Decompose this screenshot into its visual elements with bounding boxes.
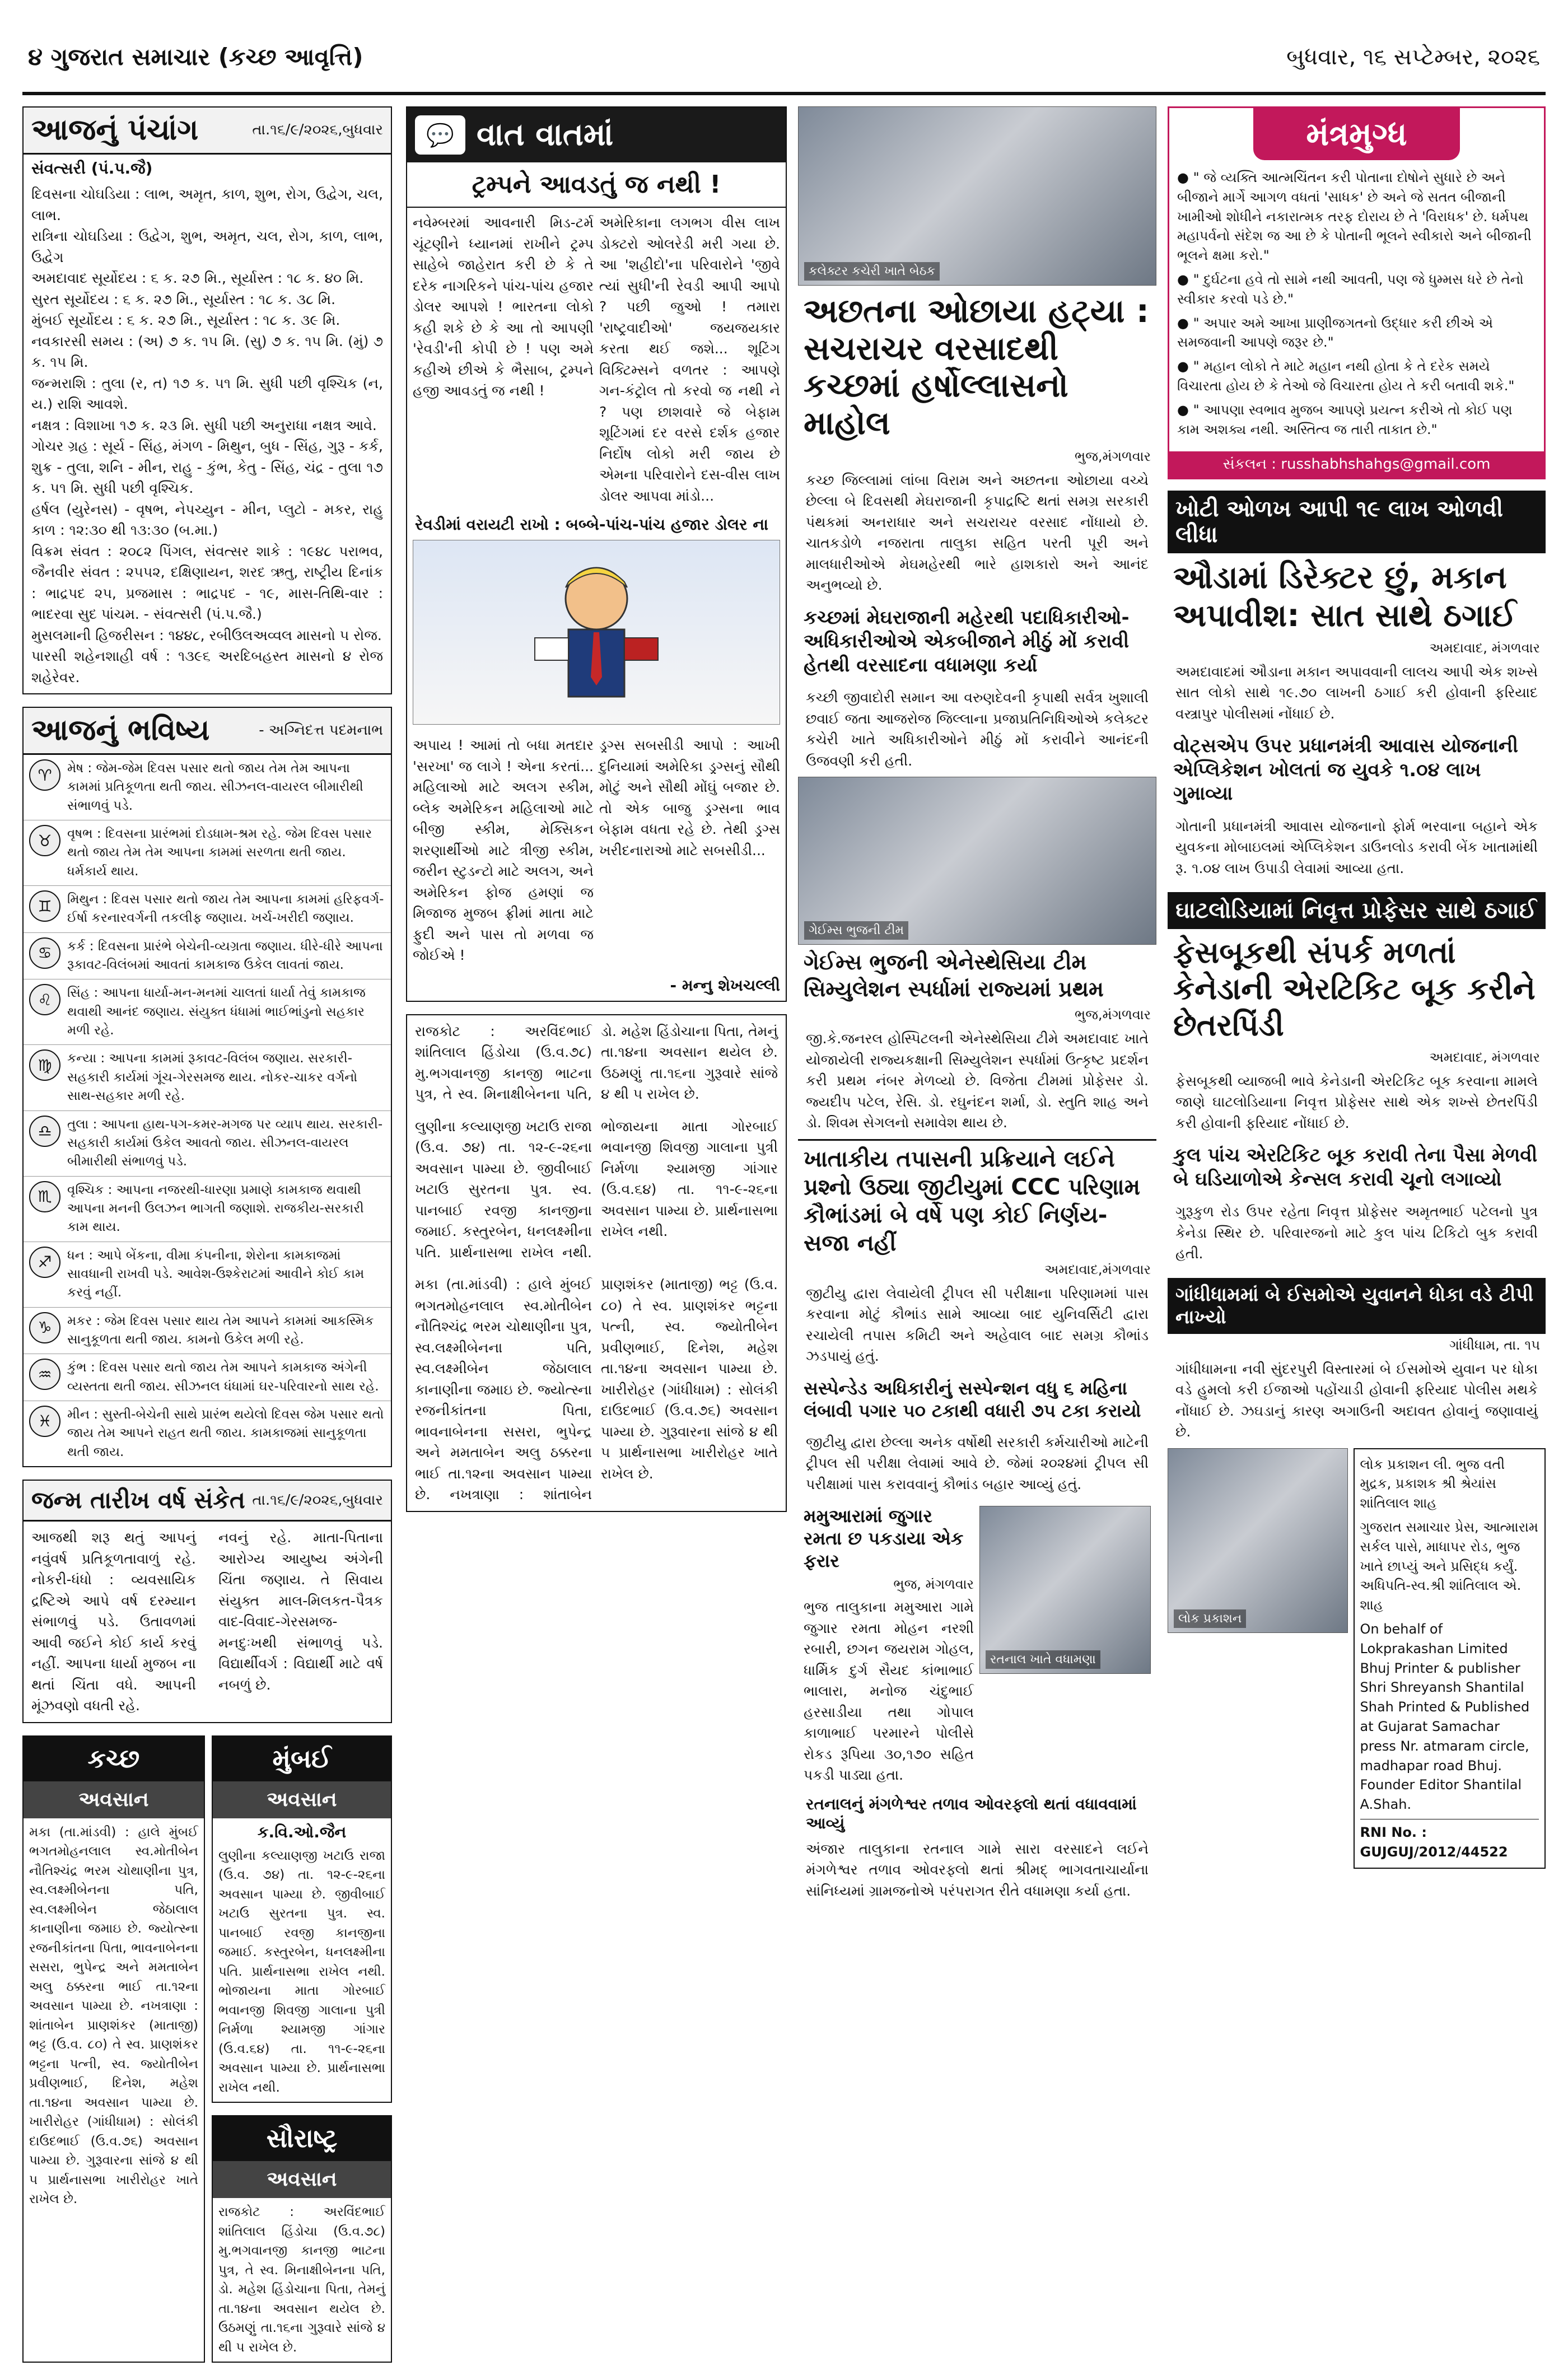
gtu-p1: જીટીયુ દ્વારા લેવાયેલી ટ્રીપલ સી પરીક્ષાના પરિણામમાં પાસ કરવાના મોટું કૌભાંડ સામે આવ્યા બાદ યુનિવર્સિટી દ્વારા રચાયેલી તપાસ કમિટી અને અહેવાલ બાદ સમગ્ર કૌભાંડ ઝડપાયું હતું. [798,1277,1156,1373]
janma-col2: નવનું રહે. માતા-પિતાના આરોગ્ય આયુષ્ય અંગેની ચિંતા જણાય. તે સિવાય સંયુક્ત માલ-મિલકત-પૈત્રક વાદ-વિવાદ-ગેરસમજ-મનદુઃખથી સંભાળવું પડે. વિદ્યાર્થીવર્ગ : વિદ્યાર્થી માટે વર્ષ નબળું છે. [211,1522,391,1722]
edition-label: ૪ ગુજરાત સમાચાર (કચ્છ આવૃત્તિ) [28,43,363,71]
gambling-dateline: ભુજ, મંગળવાર [804,1576,974,1592]
lead-dateline: ભુજ,મંગળવાર [798,449,1156,464]
gtu-subhead: સસ્પેન્ડેડ અધિકારીનું સસ્પેન્શન વધુ ૬ મહિના લંબાવી પગાર ૫૦ ટકાથી વધારી ૭૫ ટકા કરાયો [798,1373,1156,1426]
gaims-p: જી.કે.જનરલ હોસ્પિટલની એનેસ્થેસિયા ટીમે અમદાવાદ ખાતે યોજાયેલી રાજ્યકક્ષાની સિમ્યુલેશન સ્પર્ધામાં ઉત્કૃષ્ટ પ્રદર્શન કરી પ્રથમ નંબર મેળવ્યો છે. વિજેતા ટીમમાં પ્રોફેસર ડો. જ્યદીપ પટેલ, રેસિ. ડો. રઘુનંદન શર્મા, ડો. સ્તુતિ શાહ અને ડો. શિવમ સેગલનો સમાવેશ થાય છે. [798,1023,1156,1139]
bhavishya-author: - અગ્નિદત્ત પદમનાભ [259,722,383,739]
fraud-subhead: વોટ્સએપ ઉપર પ્રધાનમંત્રી આવાસ યોજનાની એપ્લિકેશન ખોલતાં જ યુવકે ૧.૦૪ લાખ ગુમાવ્યા [1168,730,1546,810]
rashi-text: કર્ક : દિવસના પ્રારંભે બેચેની-વ્યગ્રતા જણાય. ધીરે-ધીરે આપના રૂકાવટ-વિલંબમાં આવતાં કામકાજ ઉકેલ લાવતાં જાય. [67,937,385,975]
zodiac-icon: ♐ [29,1247,60,1278]
gambling-p: ભુજ તાલુકાના મમુઆરા ગામે જુગાર રમતા મોહન નરશી રબારી, છગન જયરામ ગોહલ, ધાર્મિક દુર્ગ સૈયદ કાંભાભાઈ ભાલારા, મનોજ ચંદુભાઈ હરસાડીયા તથા ગોપાલ કાળાભાઈ પરમારને પોલીસે રોકડ રૂપિયા ૩૦,૧૭૦ સહિત પકડી પાડ્યા હતા. [804,1592,974,1790]
janma-date: તા.૧૬/૯/૨૦૨૬,બુધવાર [252,1492,383,1509]
vatvatma-title: વાત વાતમાં [477,116,613,153]
samvatsari-line: સંવત્સરી (પં.પ.જૈ) [24,155,391,178]
saurashtra-title: સૌરાષ્ટ્ર [213,2116,391,2161]
professor-p2: ગુરૂકુળ રોડ ઉપર રહેતા નિવૃત્ત પ્રોફેસર અમૃતભાઈ પટેલનો પુત્ર કેનેડા સ્થિર છે. પરિવારજનો માટે કુલ પાંચ ટિકિટો બુક કરાવી હતી. [1168,1196,1546,1270]
fraud-dateline: અમદાવાદ, મંગળવાર [1168,640,1546,656]
zodiac-icon: ♋ [29,937,60,969]
panchang-line: ગોચર ગ્રહ : સૂર્ય - સિંહ, મંગળ - મિથુન, બુધ - સિંહ, ગુરૂ - કર્ક, શુક્ર - તુલા, શનિ - મીન, રાહુ - કુંભ, કેતુ - સિંહ, ચંદ્ર - તુલા ૧૭ ક. ૫૧ મિ. સુધી પછી વૃશ્ચિક. [31,436,383,499]
kutch-continued-text: મકા (તા.માંડવી) : હાલે મુંબઈ ભગતમોહનલાલ સ્વ.મોતીબેન નૌતિશ્ચંદ્ર ભરમ ચોથાણીના પુત્ર, સ્વ.લક્ષ્મીબેનના પતિ, સ્વ.લક્ષ્મીબેન જેઠાલાલ કાનાણીના જમાઇ છે. જ્યોત્સ્ના રજનીકાંતના પિતા, ભાવનાબેનના સસરા, ભુપેન્દ્ર અને મમતાબેન અલુ ઠક્કરના ભાઈ તા.૧૨ના અવસાન પામ્યા છે. નખત્રાણા : શાંતાબેન પ્રાણશંકર (માતાજી) ભટ્ટ (ઉ.વ. ૮૦) તે સ્વ. પ્રાણશંકર ભટ્ટના પત્ની, સ્વ. જ્યોતીબેન પ્રવીણભાઈ, દિનેશ, મહેશ તા.૧૪ના અવસાન પામ્યા છે. ખારીરોહર (ગાંધીધામ) : સોલંકી દાઉદભાઈ (ઉ.વ.૭૬) અવસાન પામ્યા છે. ગુરૂવારના સાંજે ૪ થી ૫ પ્રાર્થનાસભા ખારીરોહર ખાતે રાખેલ છે. [407,1268,786,1511]
zodiac-icon: ♈ [29,759,60,791]
vatvatma-p5: ડ્રગ્સ સબસીડી આપો : આખી દુનિયામાં અમેરિકા ડ્રગ્સનું સૌથી મોટું અને સૌથી મોંઘું બજાર છે. તો એક બાજુ ડ્રગ્સના ભાવ બેફામ વધતા રહે છે. તેથી ડ્રગ્સ ખરીદનારાઓ માટે સબસીડી... [599,730,780,970]
right-obits [212,1735,392,2375]
gandhidham-dateline: ગાંધીધામ, તા. ૧૫ [1168,1334,1546,1353]
gaims-dateline: ભુજ,મંગળવાર [798,1007,1156,1023]
mantra-title: મંત્રમુગ્ધ [1253,108,1460,160]
colophon-line: On behalf of Lokprakashan Limited Bhuj Printer & publisher Shri Shreyansh Shantilal Shah Printed & Published at Gujarat Samachar press Nr. atmaram circle, madhapar road Bhuj. Founder Editor Shantilal A.Shah. [1360,1620,1539,1814]
gtu-p2: જીટીયુ દ્વારા છેલ્લા અનેક વર્ષોથી સરકારી કર્મચારીઓ માટેની ટ્રીપલ સી પરીક્ષા લેવામાં આવે છે. જેમાં ૨૦૨૪માં ટ્રીપલ સી પરીક્ષામાં પાસ કરાવવાનું કૌભાંડ બહાર આવ્યું હતું. [798,1426,1156,1501]
kutch-obits [22,1735,205,2363]
vatvatma-p2: રેવડીમાં વરાયટી રાખો : બબ્બે-પાંચ-પાંચ હજાર ડોલર ના [407,511,786,534]
lead-photo-caption: કલેક્ટર કચેરી ખાતે બેઠક [804,262,940,281]
event-photo [1168,1448,1348,1633]
rashi-text: વૃષભ : દિવસના પ્રારંભમાં દોડધામ-શ્રમ રહે. જેમ દિવસ પસાર થતો જાય તેમ તેમ આપના કામમાં સરળતા થતી જાય. ધર્મકાર્ય થાય. [67,825,385,881]
rashi-row [24,886,391,933]
masthead [22,22,1546,95]
mantra-sanklan: સંકલન : russhabhshahgs@gmail.com [1169,451,1544,478]
professor-headline: ફેસબૂકથી સંપર્ક મળતાં કેનેડાની એરટિકિટ બૂક કરીને છેતરપિંડી [1168,929,1546,1049]
rashi-row [24,979,391,1045]
vatvatma-p4: અમેરિકાના લગભગ વીસ લાખ ડોક્ટરો ઓલરેડી મરી ગયા છે. આ 'શહીદો'ના પરિવારોને 'જીવે ત્યાં સુધી'ની રેવડી આપી આપો ? પછી જુઓ ! તમારા 'રાષ્ટ્રવાદીઓ' જયજયકાર કરતા થઈ જશે... શૂટિંગ વિક્ટિમ્સને વળતર : આપણે ગન-કંટ્રોલ તો કરવો જ નથી ને ? પણ છાશવારે જે બેફામ શૂટિંગમાં દર વરસે દર્શક હજાર નિર્દોષ લોકો મરી જાય છે એમના પરિવારોને દસ-વીસ લાખ ડોલર આપવા માંડો... [599,208,780,511]
panchang-line: મુસલમાની હિજરીસન : ૧૪૪૮, રબીઉલઅવ્વલ માસનો ૫ રોજ. [31,625,383,646]
rashi-text: મેષ : જેમ-જેમ દિવસ પસાર થતો જાય તેમ તેમ આપના કામમાં પ્રતિકૂળતા થતી જાય. સીઝનલ-વાયરલ બીમારીથી સંભાળવું પડે. [67,759,385,815]
mantra-quote: ● " જે વ્યક્તિ આત્મચિંતન કરી પોતાના દોષોને સુધારે છે અને બીજાને માર્ગે આગળ વધતાં 'સાધક' છે અને જે સતત બીજાની ખામીઓ શોધીને નકારાત્મક તરફ દોરાય છે તે 'વિરાધક' છે. ધર્મપથ મહાપર્વનો સંદેશ જ આ છે કે પોતાની ભૂલને સ્વીકારો અને બીજાની ભૂલને ક્ષમા કરો." [1177,168,1536,265]
rashi-row [24,933,391,980]
saurashtra-continuation [406,1014,787,1512]
colophon [1354,1448,1546,1869]
panchang-line: જન્મરાશિ : તુલા (ર, ત) ૧૭ ક. ૫૧ મિ. સુધી પછી વૃશ્ચિક (ન, ય.) રાશિ આવશે. [31,373,383,415]
mantra-list [1169,160,1544,451]
rashi-row [24,1401,391,1466]
saurashtra-sub: અવસાન [213,2161,391,2198]
panchang-header [24,108,391,155]
vatvatma-p1: નવેમ્બરમાં આવનારી મિડ-ટર્મ ચૂંટણીને ધ્યાનમાં રાખીને ટ્રમ્પ સાહેબે જાહેરાત કરી છે કે તે દરેક નાગરિકને પાંચ-પાંચ હજાર ડોલર આપશે ! ભારતના લોકો કહી શકે છે કે આ તો આપણી 'રેવડી'ની કોપી છે ! પણ અમે કહીએ છીએ કે ભૈસાબ, ટ્રમ્પને હજી આવડતું જ નથી ! [413,208,594,511]
rashi-text: કુંભ : દિવસ પસાર થતો જાય તેમ આપને કામકાજ અંગેની વ્યસ્તતા થતી જાય. સીઝનલ ધંધામાં ઘર-પરિવારનો સાથ રહે. [67,1359,385,1396]
gaims-photo-caption: ગેઈમ્સ ભુજની ટીમ [804,921,908,940]
kutch-sub: અવસાન [24,1781,204,1818]
vatvatma-body [407,208,786,511]
mantra-quote: ● " દુર્ઘટના હવે તો સામે નથી આવતી, પણ જે ધુમ્મસ ધરે છે તેનો સ્વીકાર કરવો પડે છે." [1177,270,1536,309]
janma-box [22,1480,392,1723]
vatvatma-headline: ટ્રમ્પને આવડતું જ નથી ! [407,162,786,208]
colophon-line: ગુજરાત સમાચાર પ્રેસ, આત્મારામ સર્કલ પાસે, માધાપર રોડ, ભુજ ખાતે છાપ્યું અને પ્રસિદ્ધ કર્યું. અધિપતિ-સ્વ.શ્રી શાંતિલાલ એ. શાહ [1360,1518,1539,1615]
rashi-text: મકર : જેમ દિવસ પસાર થાય તેમ આપને કામમાં આકસ્મિક સાનુકૂળતા થતી જાય. કામનો ઉકેલ મળી રહે. [67,1312,385,1350]
zodiac-icon: ♉ [29,825,60,856]
mantra-box [1168,106,1546,479]
lead-subhead: કચ્છમાં મેઘરાજાની મહેરથી પદાધિકારીઓ- અધિકારીઓએ એકબીજાને મીઠું મોં કરાવી હેતથી વરસાદના વધામણા કર્યા [798,601,1156,682]
mumbai-sub: અવસાન [213,1781,391,1818]
panchang-line: રાત્રિના ચોઘડિયા : ઉદ્વેગ, શુભ, અમૃત, ચલ, રોગ, કાળ, લાભ, ઉદ્વેગ [31,226,383,268]
panchang-box [22,106,392,694]
cartoon-figure-icon [512,548,680,716]
fraud-headline: ઔડામાં ડિરેક્ટર છું, મકાન અપાવીશ: સાત સાથે ઠગાઈ [1168,553,1546,640]
page-title [28,43,363,71]
rni-number: RNI No. : GUJGUJ/2012/44522 [1360,1819,1539,1862]
panchang-line: હર્ષલ (યુરેનસ) - વૃષભ, નેપચ્યુન - મીન, પ્લુટો - મકર, રાહુ કાળ : ૧૨:૩૦ થી ૧૩:૩૦ (બ.મા.) [31,499,383,541]
saurashtra-obits [212,2115,392,2363]
panchang-date: તા.૧૬/૯/૨૦૨૬,બુધવાર [252,122,383,139]
speech-bubbles-icon: 💬 [415,115,465,155]
panchang-line: દિવસના ચોઘડિયા : લાભ, અમૃત, કાળ, શુભ, રોગ, ઉદ્વેગ, ચલ, લાભ. [31,184,383,226]
ratnal-photo-caption: રતનાલ ખાતે વધામણા [986,1650,1100,1669]
fraud-p2: ગોતાની પ્રધાનમંત્રી આવાસ યોજનાનો ફોર્મ ભરવાના બહાને એક યુવકના મોબાઇલમાં એપ્લિકેશન ડાઉનલોડ કરાવી બેંક ખાતામાંથી રૂ. ૧.૦૪ લાખ ઉપાડી લેવામાં આવ્યા હતા. [1168,810,1546,885]
gambling-headline: મમુઆરામાં જુગાર રમતા છ પકડાયા એક ફરાર [804,1500,974,1576]
professor-subhead: કુલ પાંચ એરટિકિટ બૂક કરાવી તેના પૈસા મેળવી બે ઘડિયાળોએ કેન્સલ કરાવી ચૂનો લગાવ્યો [1168,1139,1546,1196]
left-column [22,106,392,2375]
zodiac-icon: ♍ [29,1049,60,1081]
colophon-lines [1360,1455,1539,1814]
mantra-quote: ● " આપણા સ્વભાવ મુજબ આપણે પ્રયત્ન કરીએ તો કોઈ પણ કામ અશક્ય નથી. અસ્તિત્વ જ તારી તાકાત છે." [1177,400,1536,440]
janma-body [24,1522,391,1722]
gambling-article [804,1500,974,1790]
gaims-team-photo [798,777,1156,945]
zodiac-icon: ♒ [29,1359,60,1390]
panchang-line: પારસી શહેનશાહી વર્ષ : ૧૩૯૬ અરદિબહસ્ત માસનો ૪ રોજ શહેરેવર. [31,646,383,688]
rashi-text: મીન : સુસ્તી-બેચેની સાથે પ્રારંભ થયેલો દિવસ જેમ પસાર થતો જાય તેમ આપને રાહત થતી જાય. કામકાજમાં સાનુકૂળતા થતી જાય. [67,1406,385,1462]
gandhidham-bar: ગાંધીધામમાં બે ઈસમોએ યુવાનને ધોકા વડે ટીપી નાખ્યો [1168,1278,1546,1334]
lead-photo [798,106,1156,286]
panchang-line: નક્ષત્ર : વિશાખા ૧૭ ક. ૨૩ મિ. સુધી પછી અનુરાધા નક્ષત્ર આવે. [31,415,383,436]
professor-article [1168,892,1546,1270]
professor-p1: ફેસબૂકથી વ્યાજબી ભાવે કેનેડાની એરટિકિટ બૂક કરવાના મામલે જાણે ઘાટલોડિયાના નિવૃત્ત પ્રોફેસર સાથે એક શખ્સે છેતરપિંડી કરી હોવાની ફરિયાદ નોંધાઈ છે. [1168,1065,1546,1140]
rashi-row [24,1354,391,1401]
rashi-row [24,1308,391,1355]
kutch-text: મકા (તા.માંડવી) : હાલે મુંબઈ ભગતમોહનલાલ સ્વ.મોતીબેન નૌતિશ્ચંદ્ર ભરમ ચોથાણીના પુત્ર, સ્વ.લક્ષ્મીબેનના પતિ, સ્વ.લક્ષ્મીબેન જેઠાલાલ કાનાણીના જમાઇ છે. જ્યોત્સ્ના રજનીકાંતના પિતા, ભાવનાબેનના સસરા, ભુપેન્દ્ર અને મમતાબેન અલુ ઠક્કરના ભાઈ તા.૧૨ના અવસાન પામ્યા છે. નખત્રાણા : શાંતાબેન પ્રાણશંકર (માતાજી) ભટ્ટ (ઉ.વ. ૮૦) તે સ્વ. પ્રાણશંકર ભટ્ટના પત્ની, સ્વ. જ્યોતીબેન પ્રવીણભાઈ, દિનેશ, મહેશ તા.૧૪ના અવસાન પામ્યા છે. ખારીરોહર (ગાંધીધામ) : સોલંકી દાઉદભાઈ (ઉ.વ.૭૬) અવસાન પામ્યા છે. ગુરૂવારના સાંજે ૪ થી ૫ પ્રાર્થનાસભા ખારીરોહર ખાતે રાખેલ છે. [24,1818,204,2214]
panchang-lines [24,178,391,693]
zodiac-icon: ♎ [29,1116,60,1147]
fraud-bar: ખોટી ઓળખ આપી ૧૯ લાખ ઓળવી લીધા [1168,491,1546,553]
rashi-list [24,755,391,1466]
panchang-line: સુરત સૂર્યોદય : ૬ ક. ૨૭ મિ., સૂર્યાસ્ત : ૧૮ ક. ૩૮ મિ. [31,289,383,310]
rashi-text: ધન : આપે બેંકના, વીમા કંપનીના, શેરોના કામકાજમાં સાવધાની રાખવી પડે. આવેશ-ઉશ્કેરાટમાં આવીને કોઈ કામ કરવું નહીં. [67,1247,385,1303]
zodiac-icon: ♌ [29,984,60,1015]
bhavishya-header [24,708,391,755]
rashi-row [24,1242,391,1308]
saurashtra-text: રાજકોટ : અરવિંદભાઈ શાંતિલાલ હિંડોચા (ઉ.વ.૭૮) મુ.ભગવાનજી કાનજી ભાટના પુત્ર, તે સ્વ. મિનાક્ષીબેનના પતિ, ડો. મહેશ હિંડોચાના પિતા, તેમનું તા.૧૪ના અવસાન થયેલ છે. ઉઠમણું તા.૧૬ના ગુરૂવારે સાંજે ૪ થી ૫ રાખેલ છે. [213,2198,391,2362]
rashi-text: સિંહ : આપના ધાર્યા-મન-મનમાં ચાલતાં ધાર્યા તેવું કામકાજ થવાથી આનંદ જણાય. સંયુક્ત ધંધામાં ભાઈભાંડુનો સહકાર મળી રહે. [67,984,385,1040]
mantra-quote: ● " અપાર અમે આખા પ્રાણીજગતનો ઉદ્ધાર કરી છીએ એ સમજવાની આપણે જરૂર છે." [1177,314,1536,353]
mumbai-obits [212,1735,392,2103]
mumbai-text: લુણીના કલ્યાણજી ખટાઉ રાજા (ઉ.વ. ૭૪) તા. ૧૨-૯-૨૬ના અવસાન પામ્યા છે. જીવીબાઈ ખટાઉ સુરતના પુત્ર. સ્વ. પાનબાઈ રવજી કાનજીના જમાઈ. કસ્તુરબેન, ધનલક્ષ્મીના પતિ. પ્રાર્થનાસભા રાખેલ નથી. ભોજાયના માતા ગોરબાઈ ભવાનજી શિવજી ગાલાના પુત્રી નિર્મળા શ્યામજી ગાંગાર (ઉ.વ.૬૪) તા. ૧૧-૯-૨૬ના અવસાન પામ્યા છે. પ્રાર્થનાસભા રાખેલ નથી. [213,1842,391,2102]
rashi-text: કન્યા : આપના કામમાં રૂકાવટ-વિલંબ જણાય. સરકારી-સહકારી કાર્યમાં ગૂંચ-ગેરસમજ થાય. નોકર-ચાકર વર્ગનો સાથ-સહકાર મળી રહે. [67,1049,385,1105]
bhavishya-title: આજનું ભવિષ્ય [31,713,209,748]
rashi-text: મિથુન : દિવસ પસાર થતો જાય તેમ આપના કામમાં હરિફવર્ગ- ઈર્ષા કરનારવર્ગની તકલીફ જણાય. ખર્ચ-ખરીદી જણાય. [67,890,385,928]
bhavishya-box [22,707,392,1467]
rashi-row [24,1111,391,1177]
rashi-row [24,820,391,886]
professor-dateline: અમદાવાદ, મંગળવાર [1168,1049,1546,1065]
janma-col1: આજથી શરૂ થતું આપનું નવુંવર્ષ પ્રતિકૂળતાવાળું રહે. નોકરી-ધંધો : વ્યવસાયિક દ્રષ્ટિએ આપે વર્ષ દરમ્યાન સંભાળવું પડે. ઉતાવળમાં આવી જઈને કોઈ કાર્ય કરવું નહીં. આપના ધાર્યા મુજબ ના થતાં ચિંતા વધે. આપની મૂંઝવણો વધતી રહે. [24,1522,204,1722]
panchang-line: અમદાવાદ સૂર્યોદય : ૬ ક. ૨૭ મિ., સૂર્યાસ્ત : ૧૮ ક. ૪૦ મિ. [31,268,383,289]
lead-p1: કચ્છ જિલ્લામાં લાંબા વિરામ અને અછતના ઓછાયા વચ્ચે છેલ્લા બે દિવસથી મેઘરાજાની કૃપાદ્રષ્ટિ થતાં સમગ્ર સરકારી પંથકમાં અનરાધાર અને સચરાચર વરસાદ નોંધાયો છે. ચાતકડોળે નજરાતા તાલુકા સહિત પરતી પૂરી અને માલધારીઓએ મેઘમહેરથી ભારે હાશકારો અને આનંદ અનુભવ્યો છે. [798,464,1156,601]
janma-title: જન્મ તારીખ વર્ષ સંકેત [31,1486,245,1514]
vatvatma-box [406,106,787,1002]
panchang-title: આજનું પંચાંગ [31,113,198,147]
ratnal-caption: રતનાલનું મંગળેશ્વર તળાવ ઓવરફ્લો થતાં વધાવવામાં આવ્યું [798,1790,1156,1833]
vatvatma-p3: અપાય ! આમાં તો બધા મતદાર 'સરખા' જ લાગે ! એના કરતાં... મહિલાઓ માટે અલગ સ્કીમ, બ્લેક અમેરિકન મહિલાઓ માટે બીજી સ્કીમ, મેક્સિકન શરણાર્થીઓ માટે ત્રીજી સ્કીમ, જરીન સ્ટુડન્ટો માટે અલગ, અને અમેરિકન ફોજ હમણાં જ મિજાજ મુજબ ફ્રીમાં માતા માટે ફુદી અને પાસ તો મળવા જ જોઈએ ! [413,730,594,970]
event-photo-caption: લોક પ્રકાશન [1174,1609,1246,1628]
gandhidham-p1: ગાંધીધામના નવી સુંદરપુરી વિસ્તારમાં બે ઈસમોએ યુવાન પર ધોકા વડે હુમલો કરી ઈજાઓ પહોંચાડી હોવાની ફરિયાદ પોલીસ મથકે નોંધાઈ છે. ઝઘડાનું કારણ અગાઉની અદાવત હોવાનું જણાવાયું છે. [1168,1353,1546,1448]
lead-p2: કચ્છી જીવાદોરી સમાન આ વરુણદેવની કૃપાથી સર્વત્ર ખુશાલી છવાઈ જતા આજરોજ જિલ્લાના પ્રજાપ્રતિનિધિઓએ કલેક્ટર કચેરી ખાતે અધિકારીઓને મીઠું મોં કરાવીને આનંદની ઉજવણી કરી હતી. [798,682,1156,777]
rashi-text: વૃશ્ચિક : આપના નજરથી-ધારણા પ્રમાણે કામકાજ થવાથી આપના મનની ઉલઝન ભાગતી જણાશે. રાજકીય-સરકારી કામ થાય. [67,1181,385,1237]
panchang-line: મુંબઈ સૂર્યોદય : ૬ ક. ૨૭ મિ., સૂર્યાસ્ત : ૧૮ ક. ૩૯ મિ. [31,310,383,331]
rashi-row [24,1177,391,1242]
panchang-line: નવકારસી સમય : (અ) ૭ ક. ૧૫ મિ. (સુ) ૭ ક. ૧૫ મિ. (મું) ૭ ક. ૧૫ મિ. [31,331,383,373]
rashi-row [24,755,391,820]
vatvatma-body2 [407,730,786,970]
trump-cartoon-image [413,540,780,725]
fraud-p1: અમદાવાદમાં ઔડાના મકાન અપાવવાની લાલચ આપી એક શખ્સે સાત લોકો સાથે ૧૯.૭૦ લાખની ઠગાઈ કરી હોવાની ફરિયાદ વસ્ત્રાપુર પોલીસમાં નોંધાઈ છે. [1168,656,1546,730]
ratnal-photo [979,1506,1151,1674]
lead-column [798,106,1156,1907]
gaims-headline: ગેઈમ્સ ભુજની એનેસ્થેસિયા ટીમ સિમ્યુલેશન સ્પર્ધામાં રાજ્યમાં પ્રથમ [798,945,1156,1007]
rashi-row [24,1045,391,1110]
gtu-dateline: અમદાવાદ,મંગળવાર [798,1262,1156,1277]
saurashtra-continued-text: રાજકોટ : અરવિંદભાઈ શાંતિલાલ હિંડોચા (ઉ.વ.૭૮) મુ.ભગવાનજી કાનજી ભાટના પુત્ર, તે સ્વ. મિનાક્ષીબેનના પતિ, ડો. મહેશ હિંડોચાના પિતા, તેમનું તા.૧૪ના અવસાન થયેલ છે. ઉઠમણું તા.૧૬ના ગુરૂવારે સાંજે ૪ થી ૫ રાખેલ છે. [407,1015,786,1110]
colophon-line: લોક પ્રકાશન લી. ભુજ વતી મુદ્રક, પ્રકાશક શ્રી શ્રેયાંસ શાંતિલાલ શાહ [1360,1455,1539,1513]
rashi-text: તુલા : આપના હાથ-પગ-કમર-મગજ પર વ્યાપ થાય. સરકારી-સહકારી કાર્યમાં ઉકેલ આવતો જાય. સીઝનલ-વાયરલ બીમારીથી સંભાળવું પડે. [67,1116,385,1172]
issue-date: બુધવાર, ૧૬ સપ્ટેમ્બર, ૨૦૨૬ [1286,44,1540,70]
vatvatma-signoff: - મન્નુ શેખચલ્લી [407,970,786,1001]
kutch-title: કચ્છ [24,1737,204,1781]
fraud-article [1168,491,1546,884]
bottom-right [1168,1448,1546,1869]
mumbai-byline: ક.વિ.ઓ.જૈન [213,1818,391,1842]
vatvatma-header [407,108,786,162]
mumbai-continued-text: લુણીના કલ્યાણજી ખટાઉ રાજા (ઉ.વ. ૭૪) તા. ૧૨-૯-૨૬ના અવસાન પામ્યા છે. જીવીબાઈ ખટાઉ સુરતના પુત્ર. સ્વ. પાનબાઈ રવજી કાનજીના જમાઈ. કસ્તુરબેન, ધનલક્ષ્મીના પતિ. પ્રાર્થનાસભા રાખેલ નથી. ભોજાયના માતા ગોરબાઈ ભવાનજી શિવજી ગાલાના પુત્રી નિર્મળા શ્યામજી ગાંગાર (ઉ.વ.૬૪) તા. ૧૧-૯-૨૬ના અવસાન પામ્યા છે. પ્રાર્થનાસભા રાખેલ નથી. [407,1110,786,1269]
zodiac-icon: ♑ [29,1312,60,1343]
professor-bar: ઘાટલોડિયામાં નિવૃત્ત પ્રોફેસર સાથે ઠગાઈ [1168,892,1546,929]
gtu-headline: ખાતાકીય તપાસની પ્રક્રિયાને લઈને પ્રશ્નો ઉઠ્યા જીટીયુમાં CCC પરિણામ કૌભાંડમાં બે વર્ષે પણ કોઈ નિર્ણય-સજા નહીં [798,1139,1156,1262]
gambling-section [798,1500,1156,1790]
zodiac-icon: ♏ [29,1181,60,1212]
zodiac-icon: ♓ [29,1406,60,1437]
ratnal-caption-body: અંજાર તાલુકાના રતનાલ ગામે સારા વરસાદને લઈને મંગળેશ્વર તળાવ ઓવરફ્લો થતાં શ્રીમદ્ ભાગવતાચાર્યાના સાંનિધ્યમાં ગ્રામજનોએ પરંપરાગત રીતે વધામણા કર્યા હતા. [798,1833,1156,1907]
gandhidham-article [1168,1278,1546,1448]
panchang-line: વિક્રમ સંવત : ૨૦૮૨ પિંગલ, સંવત્સર શાકે : ૧૯૪૮ પરાભવ, જૈનવીર સંવત : ૨૫૫૨, દક્ષિણાયન, શરદ ઋતુ, રાષ્ટ્રીય દિનાંક : ભાદ્રપદ ૨૫, પ્રજમાસ : ભાદ્રપદ - ૧૯, માસ-તિથિ-વાર : ભાદરવા સુદ પાંચમ. - સંવત્સરી (પં.પ.જૈ.) [31,541,383,625]
vatvatma-column [406,106,787,1524]
mumbai-title: મુંબઈ [213,1737,391,1781]
janma-header [24,1481,391,1522]
lead-headline: અછતના ઓછાયા હટ્યા : સચરાચર વરસાદથી કચ્છમાં હર્ષોલ્લાસનો માહોલ [798,286,1156,449]
mantra-quote: ● " મહાન લોકો તે માટે મહાન નથી હોતા કે તે દરેક સમયે વિચારતા હોય છે કે તેઓ જે વિચારતા હોય તે કરી બતાવી શકે." [1177,357,1536,396]
right-column [1168,106,1546,1869]
obituary-section [22,1735,392,2375]
zodiac-icon: ♊ [29,890,60,922]
